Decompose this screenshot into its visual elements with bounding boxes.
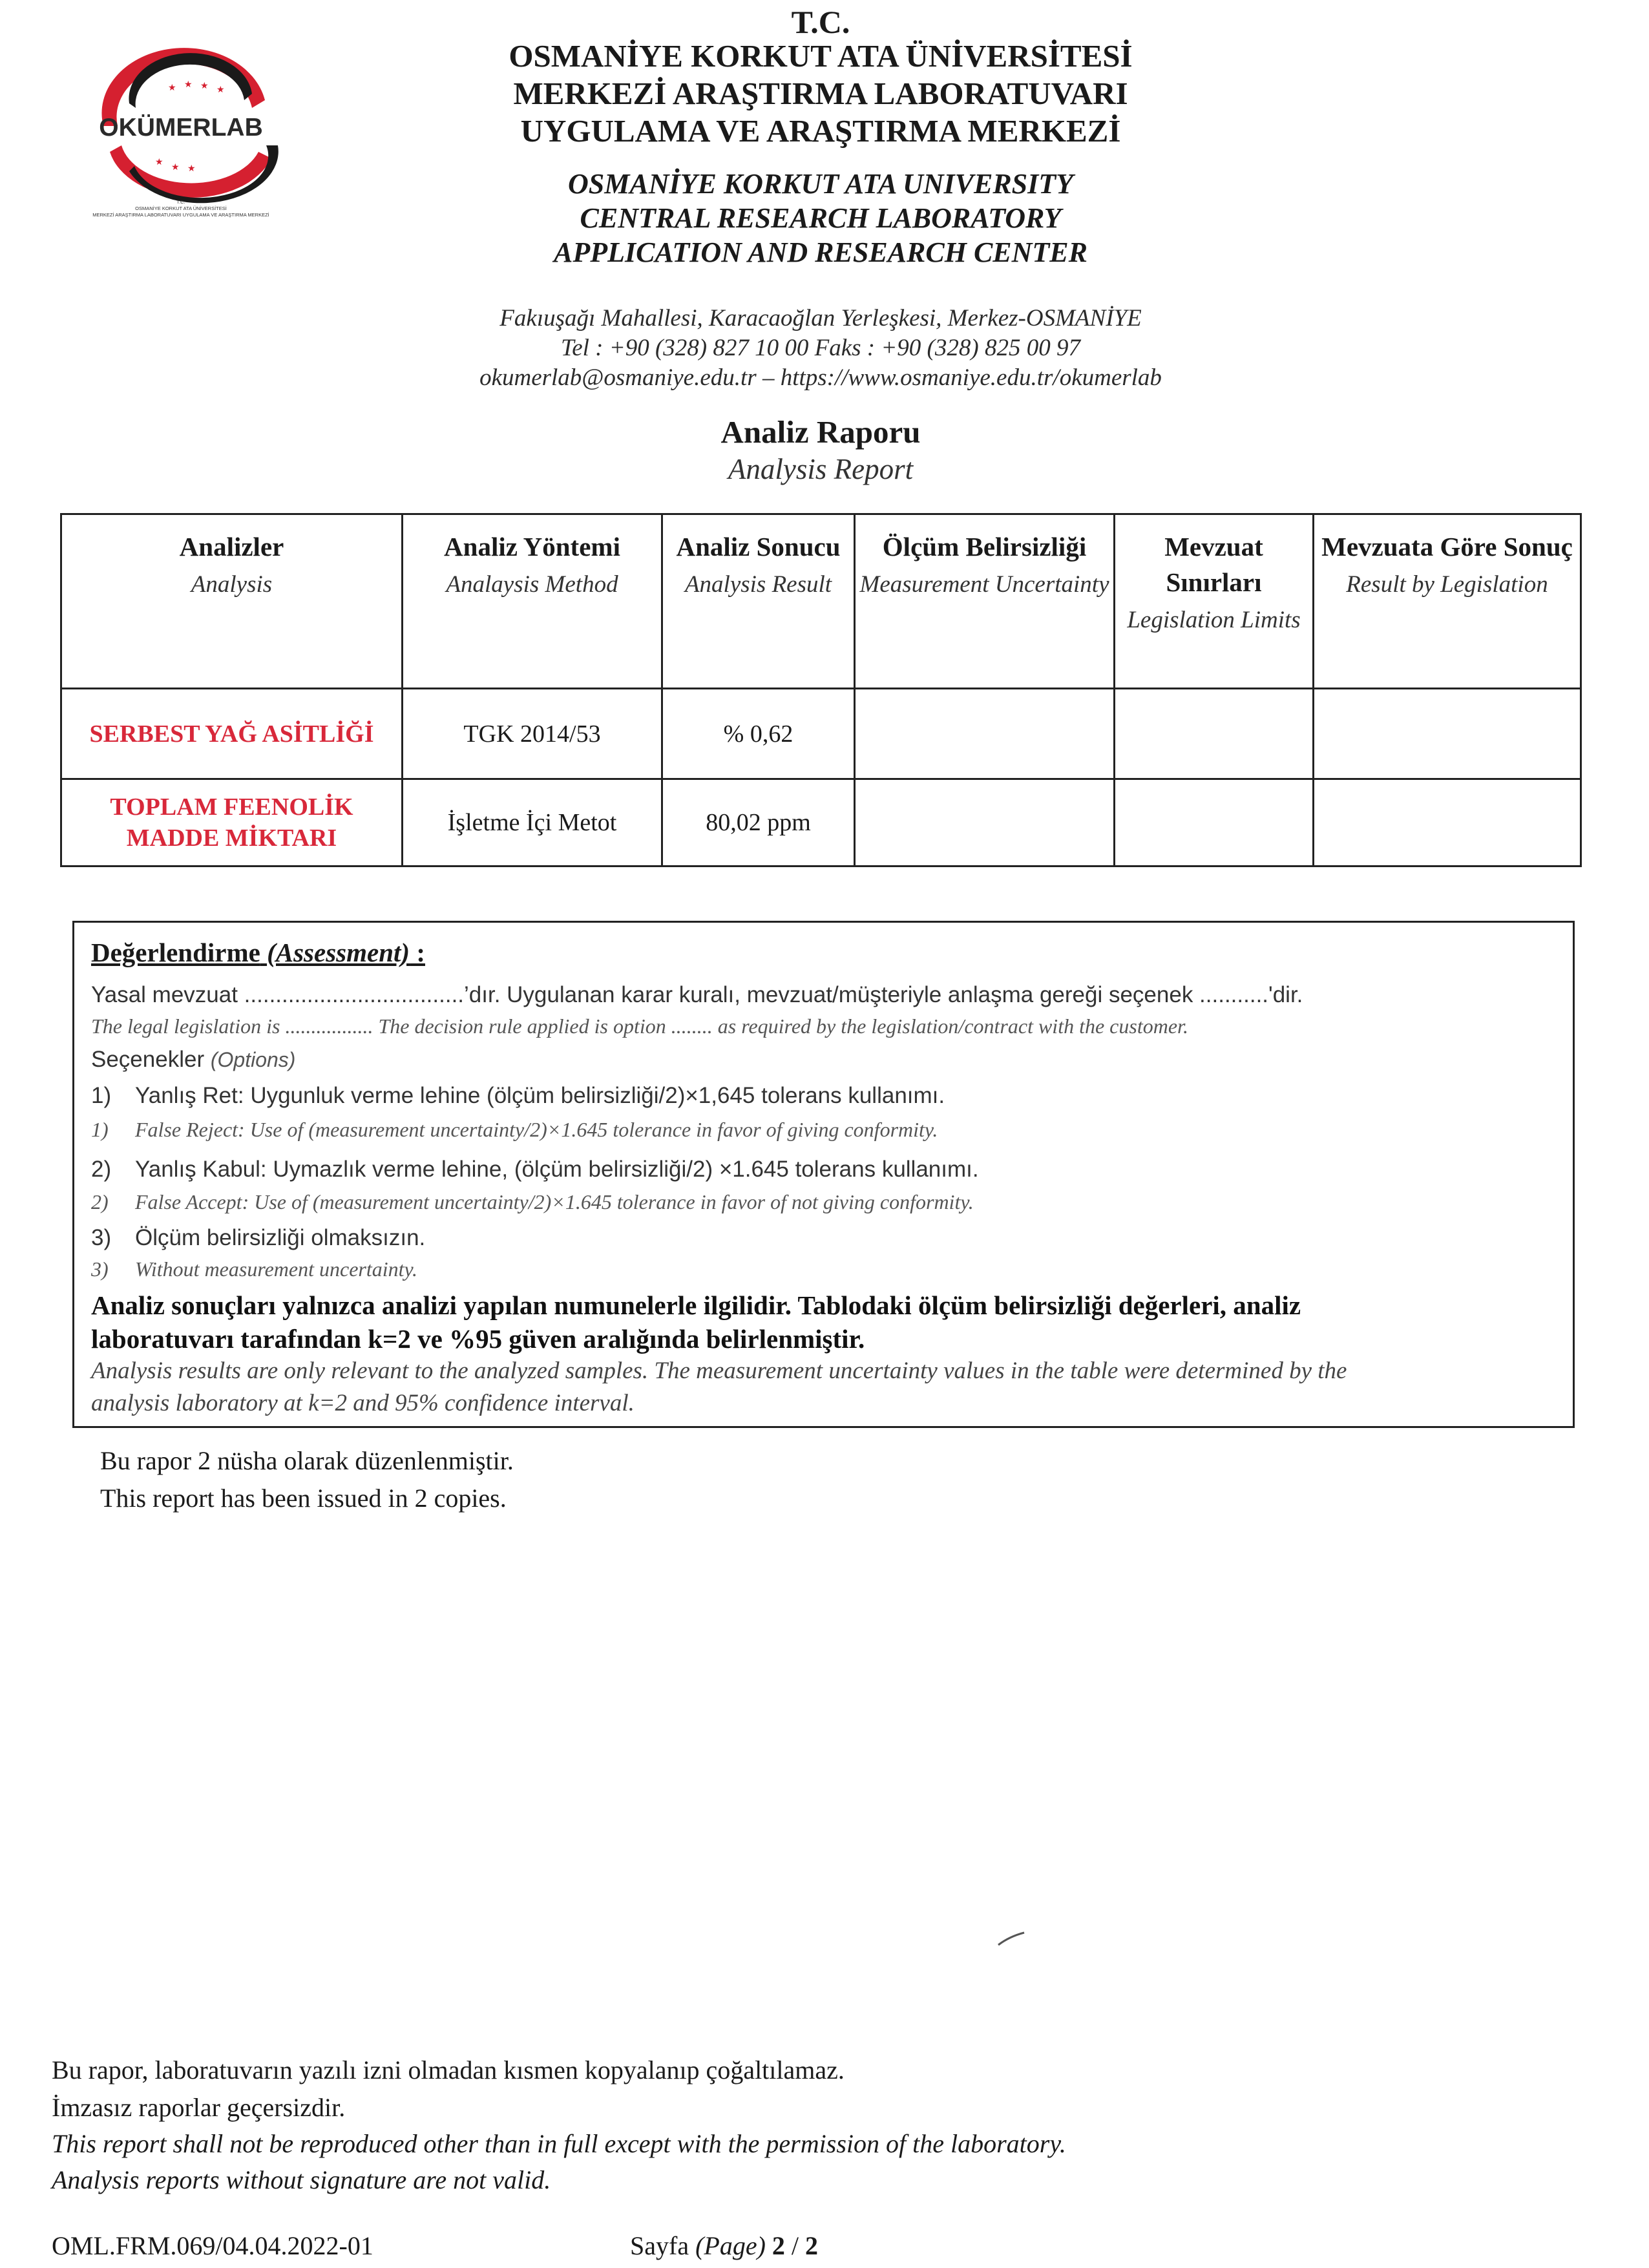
header-address: Fakıuşağı Mahallesi, Karacaoğlan Yerleşkesi, Merkez-OSMANİYE Tel : +90 (328) 827 10 00 Faks : +90 (328) 825 00 97 okumerlab@osmaniye.edu.tr – https://www.osmaniye.edu.tr/okumerlab xyxy=(479,305,1162,391)
footer-signature-notice-tr: İmzasız raporlar geçersizdir. xyxy=(52,2093,346,2122)
svg-text:★: ★ xyxy=(184,79,193,90)
table-row xyxy=(61,779,1581,866)
form-code: OML.FRM.069/04.04.2022-01 xyxy=(52,2231,373,2260)
analysis-name-cell: TOPLAM FEENOLİK MADDE MİKTARI xyxy=(61,779,403,866)
footer-copy-notice-tr: Bu rapor, laboratuvarın yazılı izni olmadan kısmen kopyalanıp çoğaltılamaz. xyxy=(52,2055,845,2084)
assessment-box xyxy=(72,921,1575,1428)
legislation-result-cell xyxy=(1314,689,1581,779)
results-table xyxy=(60,513,1582,867)
svg-text:T.C.: T.C. xyxy=(176,199,185,205)
report-subtitle: Analysis Report xyxy=(728,453,914,485)
option-3-en: 3) Without measurement uncertainty. xyxy=(91,1257,417,1281)
svg-text:★: ★ xyxy=(155,157,163,167)
results-note-en-1: Analysis results are only relevant to the analyzed samples. The measurement uncertainty values in the table were determined by the xyxy=(91,1358,1347,1384)
svg-text:★: ★ xyxy=(168,83,176,93)
results-note-tr-2: laboratuvarı tarafından k=2 ve %95 güven aralığında belirlenmiştir. xyxy=(91,1324,865,1354)
header-cell: Analiz Sonucu Analysis Result xyxy=(662,514,855,689)
options-title: Seçenekler (Options) xyxy=(91,1047,296,1072)
limits-cell xyxy=(1115,779,1314,866)
legal-rule-tr: Yasal mevzuat ...................................’dır. Uygulanan karar kuralı, mevzuat/müşteriyle anlaşma gereği seçenek ...........'dir. xyxy=(91,982,1303,1007)
svg-text:★: ★ xyxy=(200,81,209,91)
header-cell: Analiz Yöntemi Analaysis Method xyxy=(403,514,662,689)
option-2-en: 2) False Accept: Use of (measurement uncertainty/2)×1.645 tolerance in favor of not giving conformity. xyxy=(91,1190,974,1213)
copies-note: Bu rapor 2 nüsha olarak düzenlenmiştir. This report has been issued in 2 copies. xyxy=(100,1446,514,1513)
header-cell: Analizler Analysis xyxy=(61,514,403,689)
legal-rule-en: The legal legislation is ................. The decision rule applied is option ........ as required by the legislation/contract with the customer. xyxy=(91,1014,1188,1038)
header-cell: Mevzuat Sınırları Legislation Limits xyxy=(1115,514,1314,689)
footer-copy-notice-en: This report shall not be reproduced other than in full except with the permission of the laboratory. xyxy=(52,2129,1066,2158)
okumerlab-logo xyxy=(58,29,330,223)
report-title: Analiz Raporu xyxy=(720,414,921,450)
pen-mark xyxy=(995,1929,1027,1948)
header-institution-en: OSMANİYE KORKUT ATA UNIVERSITY CENTRAL RESEARCH LABORATORY APPLICATION AND RESEARCH CENTER xyxy=(553,168,1087,268)
page-number: Sayfa (Page) 2 / 2 xyxy=(630,2231,819,2260)
header-institution-tr: OSMANİYE KORKUT ATA ÜNİVERSİTESİ MERKEZİ ARAŞTIRMA LABORATUVARI UYGULAMA VE ARAŞTIRMA MERKEZİ xyxy=(509,38,1133,149)
svg-text:MERKEZİ ARAŞTIRMA LABORATUVARI: MERKEZİ ARAŞTIRMA LABORATUVARI UYGULAMA VE ARAŞTIRMA MERKEZİ xyxy=(92,212,269,218)
logo-wordmark: OKÜMERLAB xyxy=(99,114,263,142)
uncertainty-cell xyxy=(855,689,1115,779)
method-cell: İşletme İçi Metot xyxy=(403,779,662,866)
option-2-tr: 2) Yanlış Kabul: Uymazlık verme lehine, (ölçüm belirsizliği/2) ×1.645 tolerans kullanımı. xyxy=(91,1157,979,1182)
table-header-row xyxy=(61,514,1581,689)
results-note-tr-1: Analiz sonuçları yalnızca analizi yapılan numunelerle ilgilidir. Tablodaki ölçüm belirsizliği değerleri, analiz xyxy=(91,1290,1301,1320)
header-cell: Ölçüm Belirsizliği Measurement Uncertainty xyxy=(855,514,1115,689)
result-cell: % 0,62 xyxy=(662,689,855,779)
header-tc: T.C. xyxy=(791,4,850,40)
results-note-en-2: analysis laboratory at k=2 and 95% confidence interval. xyxy=(91,1390,635,1416)
uncertainty-cell xyxy=(855,779,1115,866)
analysis-name-cell: SERBEST YAĞ ASİTLİĞİ xyxy=(61,689,403,779)
option-1-en: 1) False Reject: Use of (measurement uncertainty/2)×1.645 tolerance in favor of giving conformity. xyxy=(91,1118,938,1141)
svg-text:★: ★ xyxy=(187,163,196,174)
header-cell: Mevzuata Göre Sonuç Result by Legislation xyxy=(1314,514,1581,689)
limits-cell xyxy=(1115,689,1314,779)
footer-signature-notice-en: Analysis reports without signature are not valid. xyxy=(52,2165,551,2194)
option-1-tr: 1) Yanlış Ret: Uygunluk verme lehine (ölçüm belirsizliği/2)×1,645 tolerans kullanımı. xyxy=(91,1083,945,1108)
result-cell: 80,02 ppm xyxy=(662,779,855,866)
method-cell: TGK 2014/53 xyxy=(403,689,662,779)
assessment-title: Değerlendirme (Assessment) : xyxy=(91,938,425,967)
svg-text:★: ★ xyxy=(216,85,225,95)
legislation-result-cell xyxy=(1314,779,1581,866)
option-3-tr: 3) Ölçüm belirsizliği olmaksızın. xyxy=(91,1225,426,1250)
table-row xyxy=(61,689,1581,779)
svg-text:OSMANİYE KORKUT ATA ÜNİVERSİTE: OSMANİYE KORKUT ATA ÜNİVERSİTESİ xyxy=(135,205,227,211)
svg-text:★: ★ xyxy=(171,162,180,173)
